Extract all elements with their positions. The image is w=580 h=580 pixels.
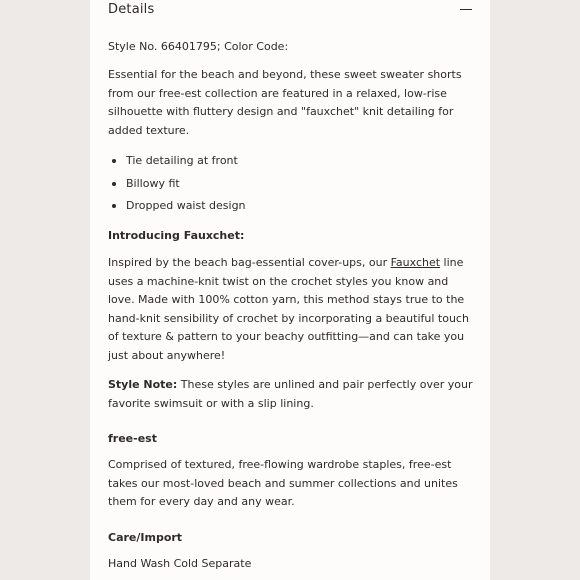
feature-text: Dropped waist design [126,199,246,212]
care-import-heading: Care/Import [108,531,183,544]
feature-text: Tie detailing at front [126,154,238,167]
details-accordion-header[interactable] [108,0,474,22]
product-description: Essential for the beach and beyond, these sweet sweater shorts from our free-est collection are featured in a relaxed, low-rise silhouette with fluttery design and "fauxchet" knit detailing for added texture. [108,68,462,137]
bullet-icon [112,182,116,186]
minus-icon[interactable] [460,9,472,10]
fauxchet-text-after: line uses a machine-knit twist on the crochet styles you know and love. Made with 100% cotton yarn, this method stays true to the hand-knit sensibility of crochet by incorporating a beautiful touch of texture & pattern to your beachy outfitting—and can take you just about anywhere! [108,256,469,362]
list-item [108,175,474,198]
details-title: Details [108,2,155,17]
care-instructions: Hand Wash Cold Separate [108,557,252,570]
feature-list [108,152,474,220]
fauxchet-text-before: Inspired by the beach bag-essential cover-ups, our [108,256,391,269]
list-item [108,197,474,220]
style-number: Style No. 66401795; Color Code: [108,40,289,53]
style-note-label: Style Note: [108,378,178,391]
style-note-text: These styles are unlined and pair perfectly over your favorite swimsuit or with a slip lining. [108,378,473,410]
bullet-icon [112,204,116,208]
feature-text: Billowy fit [126,176,180,190]
style-note [108,376,474,413]
fauxchet-link[interactable]: Fauxchet [390,256,441,269]
fauxchet-heading: Introducing Fauxchet: [108,229,245,242]
bullet-icon [112,159,116,163]
free-est-description: Comprised of textured, free-flowing wardrobe staples, free-est takes our most-loved beach and summer collections and unites them for every day and any wear. [108,458,458,509]
fauxchet-description [108,254,474,366]
list-item [108,152,474,175]
free-est-heading: free-est [108,432,157,445]
